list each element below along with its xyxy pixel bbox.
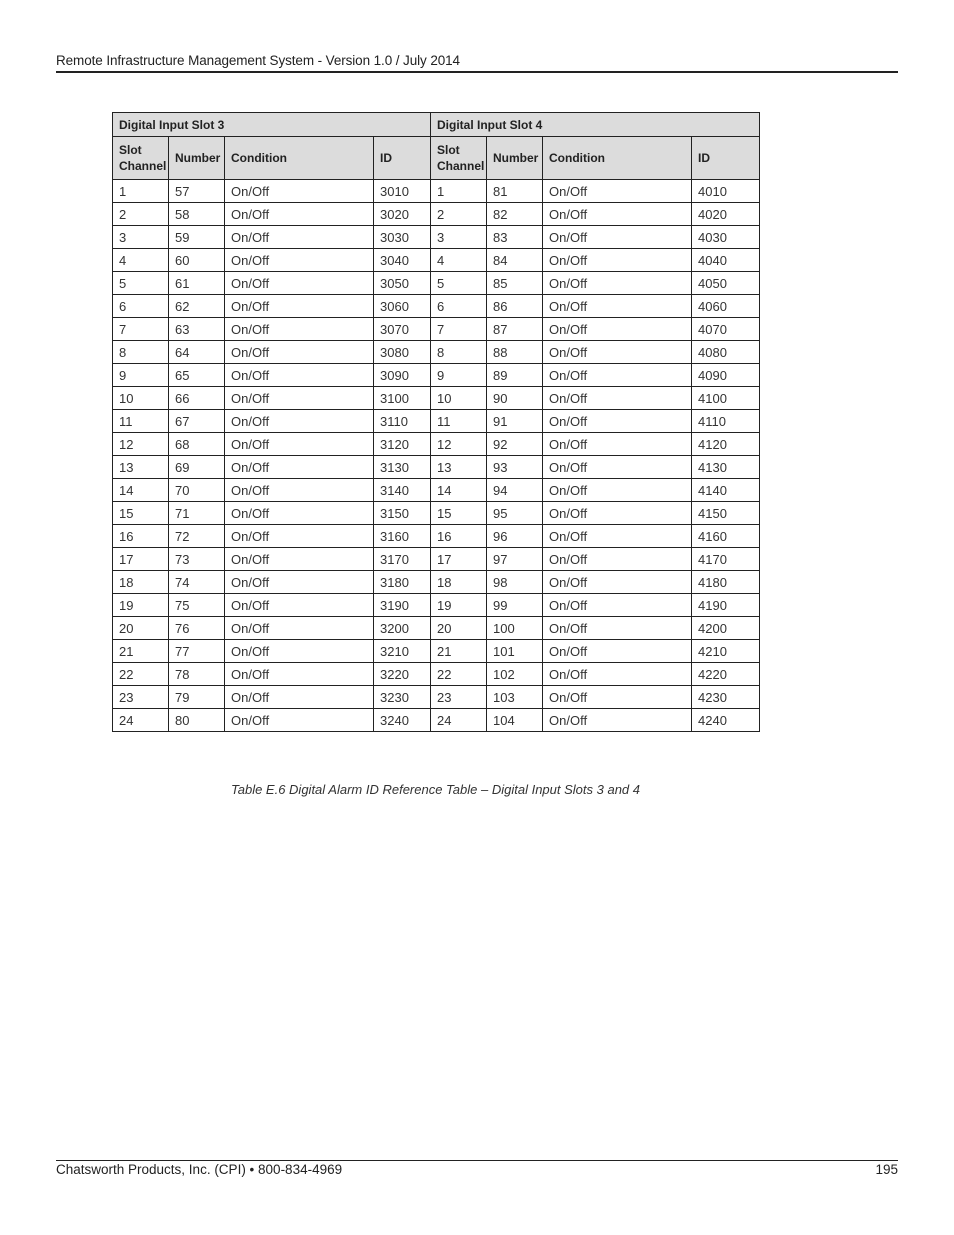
table-cell: 97 [487,548,543,571]
table-cell: On/Off [543,686,692,709]
table-cell: 4240 [692,709,760,732]
table-cell: 3150 [374,502,431,525]
table-cell: 2 [113,203,169,226]
table-cell: 58 [169,203,225,226]
table-cell: 4080 [692,341,760,364]
table-cell: 3130 [374,456,431,479]
table-row [113,709,760,732]
table-cell: 71 [169,502,225,525]
table-cell: 4050 [692,272,760,295]
table-cell: 100 [487,617,543,640]
table-cell: 83 [487,226,543,249]
table-cell: On/Off [225,479,374,502]
column-header: Condition [225,137,374,180]
column-header: Condition [543,137,692,180]
table-row [113,502,760,525]
table-cell: 3170 [374,548,431,571]
table-cell: On/Off [543,180,692,203]
header-divider [56,71,898,73]
table-cell: 3 [431,226,487,249]
table-cell: On/Off [225,318,374,341]
table-cell: On/Off [225,640,374,663]
table-cell: 9 [431,364,487,387]
table-cell: On/Off [225,502,374,525]
table-cell: On/Off [225,203,374,226]
table-cell: On/Off [543,617,692,640]
table-cell: 3020 [374,203,431,226]
table-cell: 3210 [374,640,431,663]
table-row [113,203,760,226]
table-cell: 20 [113,617,169,640]
table-cell: 22 [431,663,487,686]
table-cell: 99 [487,594,543,617]
table-cell: 22 [113,663,169,686]
table-row [113,433,760,456]
table-cell: 102 [487,663,543,686]
table-cell: On/Off [225,548,374,571]
table-cell: On/Off [543,249,692,272]
table-cell: On/Off [543,594,692,617]
table-cell: 16 [113,525,169,548]
column-header: ID [692,137,760,180]
table-cell: 4190 [692,594,760,617]
table-cell: On/Off [543,341,692,364]
table-cell: On/Off [225,387,374,410]
table-cell: 67 [169,410,225,433]
column-header: Slot Channel [113,137,169,180]
footer-page-number: 195 [875,1162,898,1177]
table-cell: 66 [169,387,225,410]
column-header: Slot Channel [431,137,487,180]
table-row [113,226,760,249]
table-cell: 3190 [374,594,431,617]
table-cell: 8 [113,341,169,364]
table-cell: 3010 [374,180,431,203]
table-row [113,364,760,387]
table-cell: 6 [431,295,487,318]
table-cell: 69 [169,456,225,479]
table-cell: On/Off [225,272,374,295]
table-cell: 63 [169,318,225,341]
table-cell: 4150 [692,502,760,525]
table-cell: 23 [431,686,487,709]
column-header: Number [169,137,225,180]
table-cell: 74 [169,571,225,594]
table-row [113,686,760,709]
table-cell: 4040 [692,249,760,272]
table-cell: 21 [431,640,487,663]
table-cell: 93 [487,456,543,479]
page-header-title: Remote Infrastructure Management System - Version 1.0 / July 2014 [56,53,460,68]
table-cell: On/Off [543,663,692,686]
table-cell: 4110 [692,410,760,433]
table-cell: 9 [113,364,169,387]
table-cell: 84 [487,249,543,272]
table-cell: 78 [169,663,225,686]
table-cell: 94 [487,479,543,502]
table-cell: On/Off [543,272,692,295]
table-cell: 3110 [374,410,431,433]
table-cell: 90 [487,387,543,410]
table-cell: 19 [431,594,487,617]
table-row [113,571,760,594]
table-cell: 3220 [374,663,431,686]
footer-divider [56,1160,898,1161]
table-cell: 3200 [374,617,431,640]
table-cell: On/Off [225,594,374,617]
table-cell: 4060 [692,295,760,318]
table-cell: On/Off [543,502,692,525]
table-cell: 4130 [692,456,760,479]
table-cell: 77 [169,640,225,663]
table-cell: 3 [113,226,169,249]
table-cell: 3120 [374,433,431,456]
table-cell: On/Off [225,663,374,686]
table-cell: 18 [431,571,487,594]
table-cell: 89 [487,364,543,387]
table-cell: 65 [169,364,225,387]
table-cell: On/Off [225,226,374,249]
table-row [113,640,760,663]
table-cell: 85 [487,272,543,295]
table-cell: 95 [487,502,543,525]
table-cell: 3050 [374,272,431,295]
table-cell: 21 [113,640,169,663]
table-cell: 4210 [692,640,760,663]
table-cell: 4180 [692,571,760,594]
table-cell: 4090 [692,364,760,387]
table-cell: 11 [113,410,169,433]
table-cell: 12 [113,433,169,456]
table-cell: 15 [431,502,487,525]
table-cell: 4140 [692,479,760,502]
table-cell: 14 [431,479,487,502]
table-cell: 7 [113,318,169,341]
table-cell: 11 [431,410,487,433]
table-cell: 73 [169,548,225,571]
table-cell: 68 [169,433,225,456]
table-cell: 1 [431,180,487,203]
table-row [113,548,760,571]
table-cell: 13 [431,456,487,479]
table-cell: 81 [487,180,543,203]
table-row [113,318,760,341]
table-caption: Table E.6 Digital Alarm ID Reference Table – Digital Input Slots 3 and 4 [230,782,640,797]
table-cell: 10 [113,387,169,410]
table-row [113,663,760,686]
table-cell: 3240 [374,709,431,732]
table-cell: 4 [113,249,169,272]
table-cell: On/Off [543,387,692,410]
table-cell: 87 [487,318,543,341]
table-cell: 75 [169,594,225,617]
table-cell: On/Off [225,617,374,640]
table-cell: 72 [169,525,225,548]
table-cell: On/Off [225,525,374,548]
table-cell: 3160 [374,525,431,548]
table-cell: On/Off [543,571,692,594]
table-cell: 3080 [374,341,431,364]
table-cell: 59 [169,226,225,249]
table-row [113,594,760,617]
table-column-header-row [113,137,760,180]
table-body [113,180,760,732]
table-cell: 24 [113,709,169,732]
table-cell: 5 [431,272,487,295]
table-cell: On/Off [225,433,374,456]
table-cell: 104 [487,709,543,732]
table-row [113,249,760,272]
table-cell: 12 [431,433,487,456]
group-header-slot-3: Digital Input Slot 3 [113,113,431,137]
table-cell: 15 [113,502,169,525]
table-cell: 64 [169,341,225,364]
footer-company: Chatsworth Products, Inc. (CPI) • 800-834-4969 [56,1162,343,1177]
table-cell: On/Off [543,640,692,663]
table-cell: On/Off [543,203,692,226]
table-row [113,387,760,410]
table-cell: 4010 [692,180,760,203]
table-cell: 23 [113,686,169,709]
table-cell: On/Off [225,686,374,709]
table-cell: 86 [487,295,543,318]
table-cell: 4230 [692,686,760,709]
table-row [113,617,760,640]
table-group-header-row [113,113,760,137]
table-cell: On/Off [225,341,374,364]
table-row [113,479,760,502]
table-cell: 4 [431,249,487,272]
table-cell: 91 [487,410,543,433]
table-cell: 1 [113,180,169,203]
table-cell: On/Off [543,318,692,341]
table-row [113,525,760,548]
table-cell: 79 [169,686,225,709]
table-cell: On/Off [543,548,692,571]
group-header-slot-4: Digital Input Slot 4 [431,113,760,137]
table-cell: 88 [487,341,543,364]
table-row [113,180,760,203]
table-cell: 6 [113,295,169,318]
table-cell: On/Off [225,571,374,594]
table-cell: On/Off [225,410,374,433]
table-cell: 101 [487,640,543,663]
table-cell: 8 [431,341,487,364]
table-cell: 3070 [374,318,431,341]
table-cell: 10 [431,387,487,410]
table-cell: 5 [113,272,169,295]
table-cell: On/Off [543,226,692,249]
digital-alarm-id-table [112,112,760,732]
table-cell: On/Off [543,433,692,456]
table-cell: On/Off [225,456,374,479]
column-header: ID [374,137,431,180]
table-cell: 3060 [374,295,431,318]
table-cell: 3030 [374,226,431,249]
table-cell: 3180 [374,571,431,594]
table-cell: 61 [169,272,225,295]
table-cell: 4160 [692,525,760,548]
table-cell: On/Off [225,709,374,732]
table-row [113,272,760,295]
table-cell: 70 [169,479,225,502]
table-cell: 4070 [692,318,760,341]
table-cell: 3040 [374,249,431,272]
table-cell: 4220 [692,663,760,686]
table-cell: 60 [169,249,225,272]
table-cell: 19 [113,594,169,617]
table-row [113,456,760,479]
table-cell: 82 [487,203,543,226]
table-cell: On/Off [225,180,374,203]
table-cell: 3100 [374,387,431,410]
table-cell: 80 [169,709,225,732]
table-cell: 16 [431,525,487,548]
table-cell: 4120 [692,433,760,456]
table-cell: 92 [487,433,543,456]
table-cell: 24 [431,709,487,732]
table-cell: On/Off [543,410,692,433]
table-cell: On/Off [543,456,692,479]
table-cell: 4170 [692,548,760,571]
table-cell: 62 [169,295,225,318]
table-cell: 20 [431,617,487,640]
table-cell: 96 [487,525,543,548]
table-row [113,295,760,318]
table-cell: On/Off [225,249,374,272]
table-cell: 4100 [692,387,760,410]
table-cell: 3140 [374,479,431,502]
table-cell: On/Off [543,479,692,502]
table-cell: 13 [113,456,169,479]
column-header: Number [487,137,543,180]
table-cell: 4200 [692,617,760,640]
table-cell: 2 [431,203,487,226]
table-cell: On/Off [543,295,692,318]
table-cell: 4030 [692,226,760,249]
table-cell: On/Off [225,295,374,318]
table-cell: 7 [431,318,487,341]
table-cell: 3090 [374,364,431,387]
table-cell: 4020 [692,203,760,226]
table-cell: 76 [169,617,225,640]
table-cell: 18 [113,571,169,594]
table-cell: On/Off [543,709,692,732]
table-cell: 57 [169,180,225,203]
table-row [113,341,760,364]
table-cell: 17 [431,548,487,571]
table-cell: On/Off [543,525,692,548]
table-cell: 17 [113,548,169,571]
table-cell: 98 [487,571,543,594]
table-cell: On/Off [225,364,374,387]
table-cell: 3230 [374,686,431,709]
table-cell: 14 [113,479,169,502]
table-row [113,410,760,433]
table-cell: On/Off [543,364,692,387]
table-cell: 103 [487,686,543,709]
